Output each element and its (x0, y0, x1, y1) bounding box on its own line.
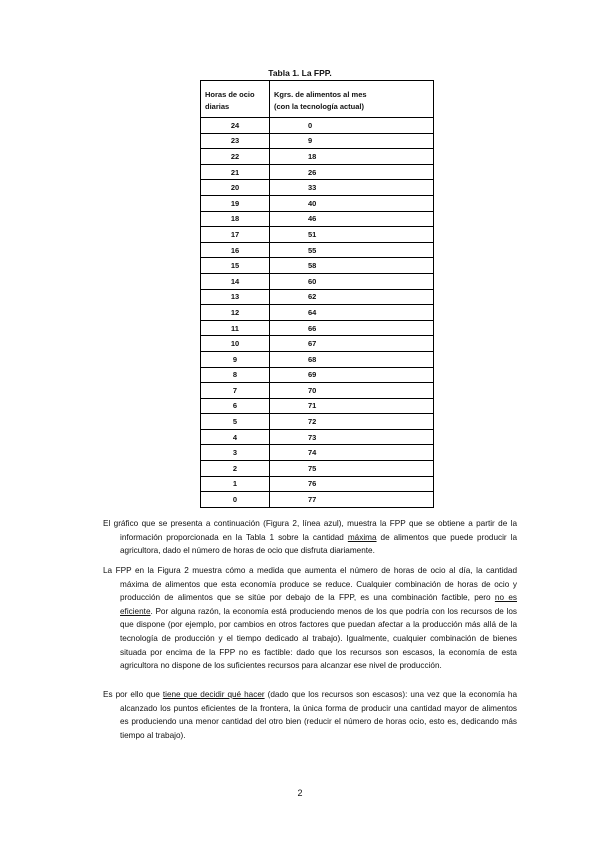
cell-food-kg: 70 (270, 383, 434, 399)
cell-food-kg: 72 (270, 414, 434, 430)
table-row (201, 429, 434, 445)
cell-food-kg: 33 (270, 180, 434, 196)
paragraph-3 (103, 688, 517, 742)
cell-food-kg: 40 (270, 195, 434, 211)
cell-food-kg: 46 (270, 211, 434, 227)
table-header-row (201, 81, 434, 118)
paragraph-2-text-b: . Por alguna razón, la economía está produciendo menos de los que podría con los recursos de los que dispone (por ejemplo, por cambios en otros factores que puedan afectar a la producción más allá de la tecnología de producción y el tiempo dedicado al trabajo). Igualmente, cualquier combinación de bienes situada por encima de la FPP no es factible: dado que los recursos son escasos, la economía de esta agricultora no dispone de los suficientes recursos para alcanzar ese nivel de producción. (120, 606, 517, 671)
table-row (201, 180, 434, 196)
cell-food-kg: 18 (270, 149, 434, 165)
header-food-kg-line2: (con la tecnología actual) (274, 102, 365, 111)
cell-leisure-hours: 5 (201, 414, 270, 430)
header-food-kg (270, 81, 434, 118)
cell-leisure-hours: 19 (201, 195, 270, 211)
table-row (201, 336, 434, 352)
table-row (201, 227, 434, 243)
table-row (201, 195, 434, 211)
cell-leisure-hours: 11 (201, 320, 270, 336)
table-row (201, 476, 434, 492)
cell-food-kg: 69 (270, 367, 434, 383)
table-row (201, 351, 434, 367)
table-row (201, 289, 434, 305)
table-row (201, 461, 434, 477)
cell-leisure-hours: 13 (201, 289, 270, 305)
paragraph-1-emphasis: máxima (347, 532, 377, 542)
cell-leisure-hours: 9 (201, 351, 270, 367)
cell-leisure-hours: 15 (201, 258, 270, 274)
paragraph-2-emphasis: no es eficiente (120, 593, 518, 616)
cell-food-kg: 68 (270, 351, 434, 367)
table-row (201, 445, 434, 461)
cell-leisure-hours: 16 (201, 242, 270, 258)
cell-leisure-hours: 12 (201, 305, 270, 321)
paragraph-3-text-b: (dado que los recursos son escasos): una vez que la economía ha alcanzado los puntos eficientes de la frontera, la única forma de producir una cantidad mayor de alimentos es produciendo una menor cantidad del otro bien (reducir el número de horas ocio, esto es, dedicando más tiempo al trabajo). (120, 690, 517, 740)
header-food-kg-line1: Kgrs. de alimentos al mes (274, 90, 367, 99)
cell-food-kg: 67 (270, 336, 434, 352)
cell-leisure-hours: 20 (201, 180, 270, 196)
table-row (201, 242, 434, 258)
cell-food-kg: 62 (270, 289, 434, 305)
paragraph-2-text-a: La FPP en la Figura 2 muestra cómo a medida que aumenta el número de horas de ocio al día, la cantidad máxima de alimentos que esta economía produce se reduce. Cualquier combinación de horas de ocio y producción de alimentos que se sitúe por debajo de la FPP, es una combinación factible, pero (103, 566, 517, 603)
table-row (201, 398, 434, 414)
cell-food-kg: 73 (270, 429, 434, 445)
table-row (201, 414, 434, 430)
cell-food-kg: 74 (270, 445, 434, 461)
cell-leisure-hours: 21 (201, 164, 270, 180)
table-row (201, 118, 434, 134)
cell-leisure-hours: 18 (201, 211, 270, 227)
cell-food-kg: 64 (270, 305, 434, 321)
table-row (201, 149, 434, 165)
paragraph-1-text-a: El gráfico que se presenta a continuación (Figura 2, línea azul), muestra la FPP que se obtiene a partir de la información proporcionada en la Tabla 1 sobre la cantidad (103, 519, 517, 542)
cell-food-kg: 75 (270, 461, 434, 477)
cell-food-kg: 71 (270, 398, 434, 414)
cell-food-kg: 66 (270, 320, 434, 336)
cell-leisure-hours: 1 (201, 476, 270, 492)
cell-leisure-hours: 10 (201, 336, 270, 352)
paragraph-3-text-a: Es por ello que (103, 690, 163, 699)
cell-food-kg: 26 (270, 164, 434, 180)
cell-leisure-hours: 23 (201, 133, 270, 149)
cell-food-kg: 76 (270, 476, 434, 492)
cell-leisure-hours: 2 (201, 461, 270, 477)
table-row (201, 211, 434, 227)
cell-food-kg: 58 (270, 258, 434, 274)
table-row (201, 492, 434, 508)
cell-leisure-hours: 3 (201, 445, 270, 461)
cell-food-kg: 9 (270, 133, 434, 149)
paragraph-1-text-b: de alimentos que puede producir la agricultora, dado el número de horas de ocio que disfruta diariamente. (120, 532, 518, 556)
cell-food-kg: 77 (270, 492, 434, 508)
page-number: 2 (297, 788, 303, 798)
table-row (201, 367, 434, 383)
table-caption: Tabla 1. La FPP. (268, 68, 332, 78)
table-row (201, 258, 434, 274)
cell-leisure-hours: 4 (201, 429, 270, 445)
cell-leisure-hours: 7 (201, 383, 270, 399)
table-row (201, 164, 434, 180)
header-leisure-hours-label: Horas de ocio diarias (205, 90, 255, 111)
table-row (201, 305, 434, 321)
table-row (201, 383, 434, 399)
cell-leisure-hours: 14 (201, 273, 270, 289)
cell-leisure-hours: 24 (201, 118, 270, 134)
table-row (201, 273, 434, 289)
table-row (201, 133, 434, 149)
cell-food-kg: 0 (270, 118, 434, 134)
cell-food-kg: 55 (270, 242, 434, 258)
cell-leisure-hours: 0 (201, 492, 270, 508)
fpp-table (200, 80, 434, 508)
cell-leisure-hours: 8 (201, 367, 270, 383)
header-leisure-hours (201, 81, 270, 118)
cell-food-kg: 51 (270, 227, 434, 243)
paragraph-2 (103, 564, 517, 673)
cell-food-kg: 60 (270, 273, 434, 289)
paragraph-1 (103, 517, 517, 558)
cell-leisure-hours: 17 (201, 227, 270, 243)
table-body (201, 118, 434, 508)
cell-leisure-hours: 22 (201, 149, 270, 165)
cell-leisure-hours: 6 (201, 398, 270, 414)
table-row (201, 320, 434, 336)
paragraph-3-emphasis: tiene que decidir qué hacer (162, 690, 265, 699)
